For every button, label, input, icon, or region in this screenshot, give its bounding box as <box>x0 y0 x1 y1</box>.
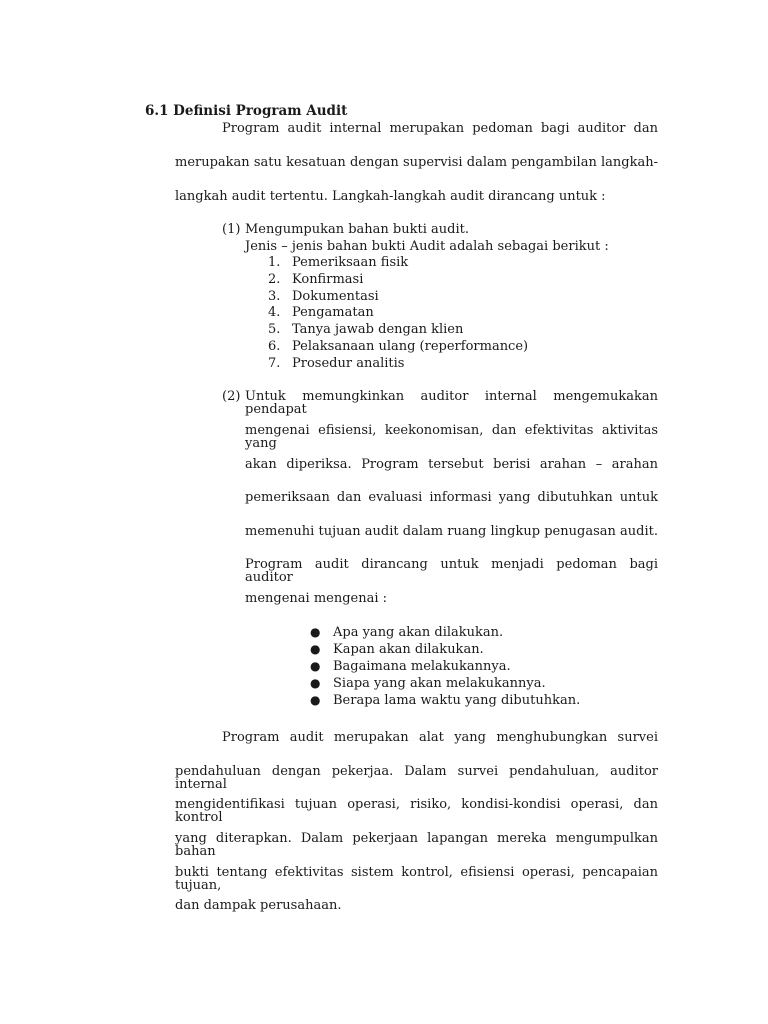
bullet-icon: ● <box>310 642 321 656</box>
list-item: Prosedur analitis <box>292 356 405 371</box>
list-item: Siapa yang akan melakukannya. <box>333 676 546 691</box>
item2-line-2: mengenai efisiensi, keekonomisan, dan efektivitas aktivitas yang <box>245 423 658 451</box>
list-item: Tanya jawab dengan klien <box>292 322 464 337</box>
item2-line-1: Untuk memungkinkan auditor internal mengemukakan pendapat <box>245 389 658 417</box>
bullet-icon: ● <box>310 676 321 690</box>
list-number: 1. <box>268 255 281 270</box>
list-number: 2. <box>268 272 281 287</box>
item2-line-7: mengenai mengenai : <box>245 591 388 606</box>
item2-line-3: akan diperiksa. Program tersebut berisi arahan – arahan <box>245 457 658 472</box>
closing-line-5: bukti tentang efektivitas sistem kontrol, efisiensi operasi, pencapaian tujuan, <box>175 865 658 893</box>
list-number: 6. <box>268 339 281 354</box>
list-number: 5. <box>268 322 281 337</box>
item1-text: Mengumpukan bahan bukti audit. <box>245 222 469 237</box>
bullet-icon: ● <box>310 625 321 639</box>
intro-line-1: Program audit internal merupakan pedoman bagi auditor dan <box>222 121 658 136</box>
item2-line-4: pemeriksaan dan evaluasi informasi yang dibutuhkan untuk <box>245 490 658 505</box>
list-item: Pemeriksaan fisik <box>292 255 409 270</box>
item2-line-6: Program audit dirancang untuk menjadi pedoman bagi auditor <box>245 557 658 585</box>
item1-marker: (1) <box>222 222 241 237</box>
list-item: Dokumentasi <box>292 289 379 304</box>
bullet-icon: ● <box>310 659 321 673</box>
list-item: Pelaksanaan ulang (reperformance) <box>292 339 529 354</box>
intro-line-2: merupakan satu kesatuan dengan supervisi dalam pengambilan langkah- <box>175 155 658 170</box>
closing-line-3: mengidentifikasi tujuan operasi, risiko, kondisi-kondisi operasi, dan kontrol <box>175 797 658 825</box>
item2-line-5: memenuhi tujuan audit dalam ruang lingkup penugasan audit. <box>245 524 658 539</box>
item1-subtext: Jenis – jenis bahan bukti Audit adalah sebagai berikut : <box>245 239 609 254</box>
list-item: Kapan akan dilakukan. <box>333 642 484 657</box>
closing-line-4: yang diterapkan. Dalam pekerjaan lapangan mereka mengumpulkan bahan <box>175 831 658 859</box>
bullet-icon: ● <box>310 693 321 707</box>
closing-line-2: pendahuluan dengan pekerjaa. Dalam survei pendahuluan, auditor internal <box>175 764 658 792</box>
list-item: Bagaimana melakukannya. <box>333 659 511 674</box>
closing-line-1: Program audit merupakan alat yang menghubungkan survei <box>222 730 658 745</box>
list-number: 4. <box>268 305 281 320</box>
list-number: 7. <box>268 356 281 371</box>
list-item: Apa yang akan dilakukan. <box>333 625 504 640</box>
list-item: Konfirmasi <box>292 272 364 287</box>
intro-line-3: langkah audit tertentu. Langkah-langkah audit dirancang untuk : <box>175 189 606 204</box>
list-number: 3. <box>268 289 281 304</box>
closing-line-6: dan dampak perusahaan. <box>175 898 342 913</box>
section-heading: 6.1 Definisi Program Audit <box>145 103 348 119</box>
item2-marker: (2) <box>222 389 241 404</box>
list-item: Berapa lama waktu yang dibutuhkan. <box>333 693 581 708</box>
list-item: Pengamatan <box>292 305 374 320</box>
